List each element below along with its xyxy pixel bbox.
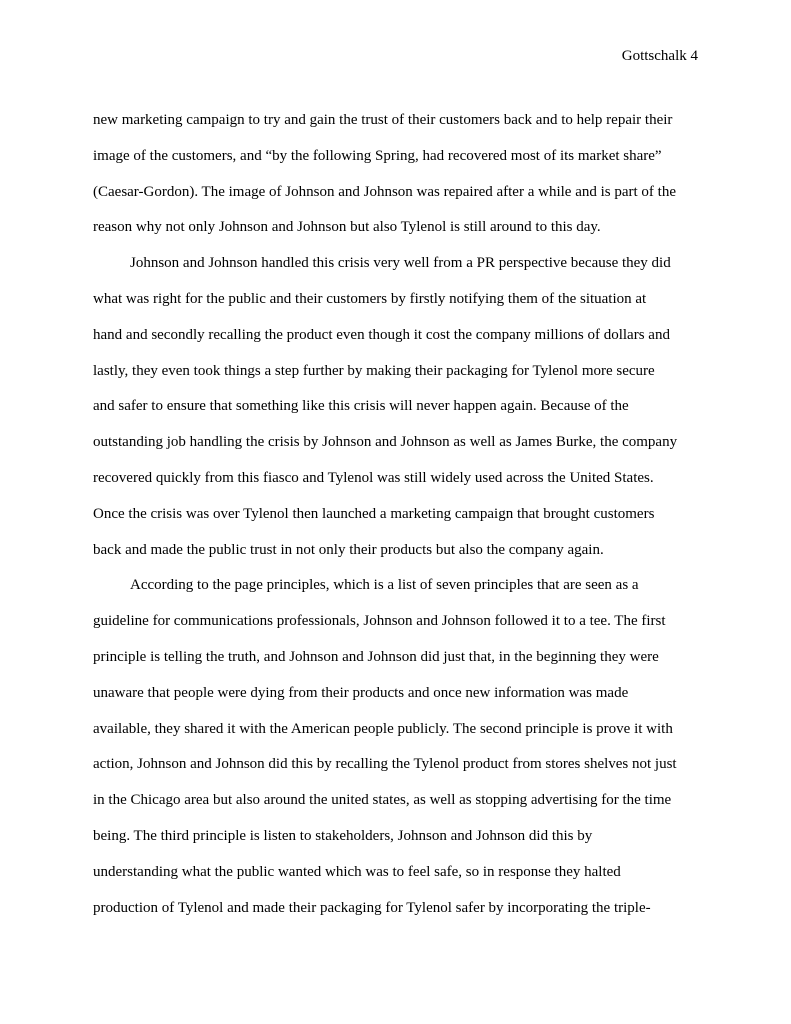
paragraph-first-line: Johnson and Johnson handled this crisis very well from a PR perspective because they did (130, 255, 671, 272)
text-line: reason why not only Johnson and Johnson but also Tylenol is still around to this day. (93, 219, 601, 236)
text-line: and safer to ensure that something like this crisis will never happen again. Because of the (93, 398, 629, 415)
text-line: unaware that people were dying from their products and once new information was made (93, 684, 629, 701)
text-line: understanding what the public wanted which was to feel safe, so in response they halted (93, 863, 621, 880)
text-line: recovered quickly from this fiasco and Tylenol was still widely used across the United States. (93, 469, 654, 486)
text-line: available, they shared it with the American people publicly. The second principle is prove it with (93, 720, 673, 737)
text-line: new marketing campaign to try and gain the trust of their customers back and to help repair their (93, 112, 673, 128)
text-line: what was right for the public and their customers by firstly notifying them of the situation at (93, 290, 647, 307)
text-line: (Caesar-Gordon). The image of Johnson and Johnson was repaired after a while and is part of the (93, 183, 676, 200)
text-line: outstanding job handling the crisis by Johnson and Johnson as well as James Burke, the company (93, 434, 678, 451)
text-line: hand and secondly recalling the product even though it cost the company millions of dollars and (93, 326, 670, 343)
text-line: lastly, they even took things a step further by making their packaging for Tylenol more secure (93, 362, 655, 379)
running-head: Gottschalk 4 (621, 48, 698, 64)
text-line: being. The third principle is listen to stakeholders, Johnson and Johnson did this by (93, 827, 593, 844)
text-line: back and made the public trust in not only their products but also the company again. (93, 541, 604, 558)
text-line: principle is telling the truth, and Johnson and Johnson did just that, in the beginning they were (93, 648, 659, 665)
document-body (93, 109, 713, 932)
text-line: Once the crisis was over Tylenol then launched a marketing campaign that brought customers (93, 505, 655, 522)
text-line: action, Johnson and Johnson did this by recalling the Tylenol product from stores shelves not just (93, 756, 677, 773)
text-line: in the Chicago area but also around the united states, as well as stopping advertising for the time (93, 792, 672, 809)
paragraph-first-line: According to the page principles, which is a list of seven principles that are seen as a (130, 577, 639, 594)
text-line: image of the customers, and “by the following Spring, had recovered most of its market share” (93, 147, 662, 164)
text-line: production of Tylenol and made their packaging for Tylenol safer by incorporating the triple- (93, 899, 651, 916)
text-line: guideline for communications professionals, Johnson and Johnson followed it to a tee. The first (93, 613, 666, 630)
